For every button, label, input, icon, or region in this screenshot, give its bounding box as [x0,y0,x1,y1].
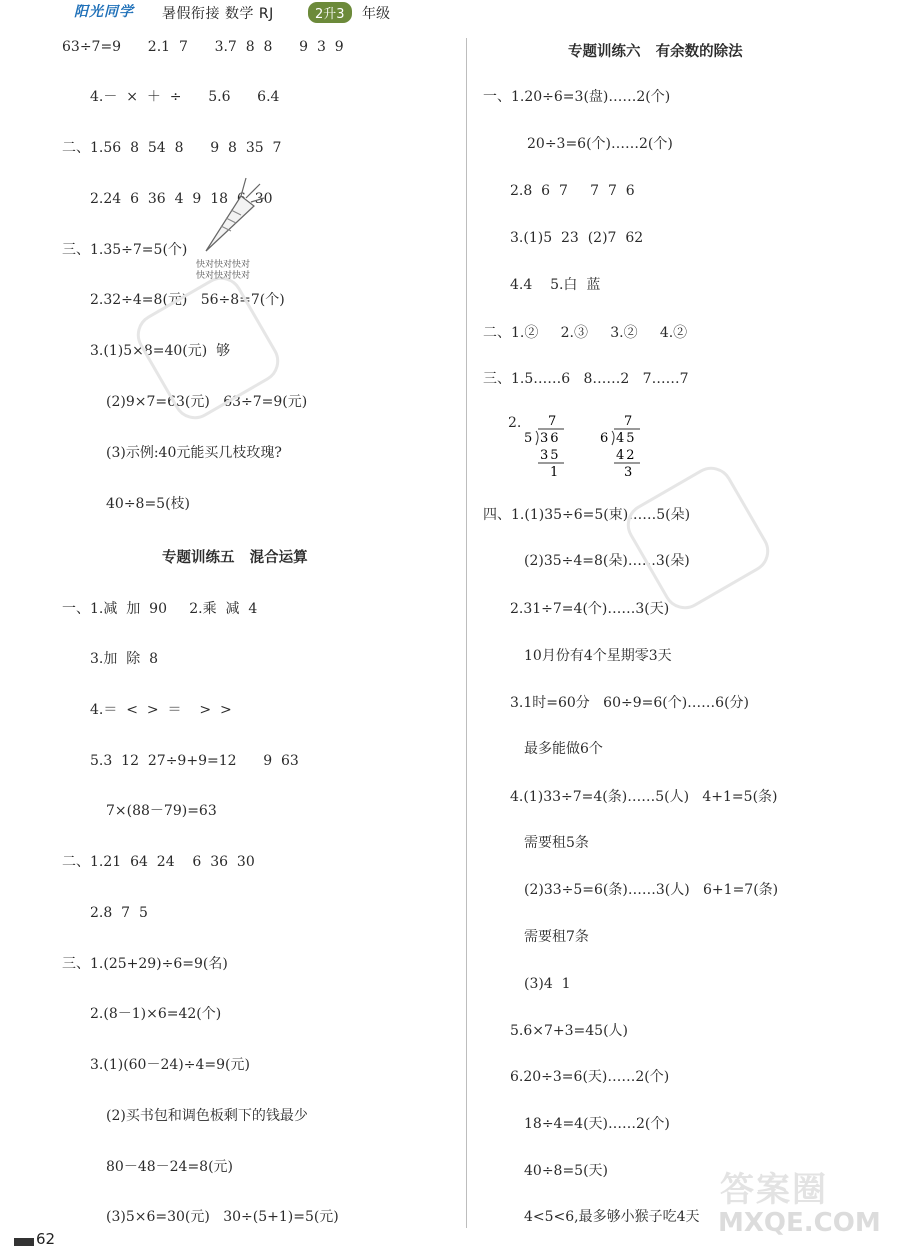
answer-line: 10月份有4个星期零3天 [524,648,672,664]
watermark-site: MXQE.COM [718,1208,881,1238]
book-title: 暑假衔接 数学 RJ [162,6,274,22]
watermark-brand: 答案圈 [720,1170,828,1210]
answer-line: 63÷7=9 2.1 7 3.7 8 8 9 3 9 [62,39,344,55]
answer-line: 二、1.21 64 24 6 36 30 [62,854,255,870]
section-title-5: 专题训练五 混合运算 [162,550,308,566]
answer-line: 三、1.35÷7=5(个) [62,242,188,258]
answer-line: 最多能做6个 [524,741,603,757]
grade-badge: 2升3 [308,2,352,23]
answer-line: 一、1.减 加 90 2.乘 减 4 [62,601,258,617]
answer-line: 需要租5条 [524,835,589,851]
answer-line: 需要租7条 [524,929,589,945]
answer-line: 2.8 7 5 [90,905,148,921]
division-divisor: 5 [524,431,533,446]
grade-suffix: 年级 [362,6,390,22]
answer-line: (3)4 1 [524,976,571,992]
answer-line: (3)5×6=30(元) 30÷(5+1)=5(元) [106,1209,339,1225]
answer-line: 40÷8=5(枝) [106,496,191,512]
answer-line: 3.(1)5×8=40(元) 够 [90,343,231,359]
answer-line: (2)买书包和调色板剩下的钱最少 [106,1108,308,1124]
division-dividend: 45 [616,431,637,446]
answer-line: 2.24 6 36 4 9 18 6 30 [90,191,273,207]
answer-line: 18÷4=4(天)……2(个) [524,1116,670,1132]
answer-line: 4.(1)33÷7=4(条)……5(人) 4+1=5(条) [510,789,778,805]
answer-line: 4.－ × ＋ ÷ 5.6 6.4 [90,89,280,105]
answer-line: 三、1.(25+29)÷6=9(名) [62,956,228,972]
column-divider [466,38,467,1228]
answer-line: 2.31÷7=4(个)……3(天) [510,601,670,617]
publisher-logo: 阳光同学 [74,4,134,20]
page-header [0,0,900,26]
answer-line: 7×(88－79)=63 [106,803,217,819]
division-remainder: 3 [624,465,633,480]
answer-line: 80－48－24=8(元) [106,1159,234,1175]
answer-line: 40÷8=5(天) [524,1163,609,1179]
answer-line: 二、1.② 2.③ 3.② 4.② [483,325,688,341]
division-quotient: 7 [548,414,557,429]
answer-line: 2.32÷4=8(元) 56÷8=7(个) [90,292,285,308]
answer-line: 2.(8－1)×6=42(个) [90,1006,222,1022]
answer-line: 5.6×7+3=45(人) [510,1023,629,1039]
answer-line: 四、1.(1)35÷6=5(束)……5(朵) [483,507,691,523]
answer-line: 一、1.20÷6=3(盘)……2(个) [483,89,671,105]
answer-line: 2.8 6 7 7 7 6 [510,183,635,199]
answer-line: 5.3 12 27÷9+9=12 9 63 [90,753,299,769]
answer-line: 20÷3=6(个)……2(个) [527,136,673,152]
division-dividend: 36 [540,431,561,446]
long-division-b [596,412,656,482]
answer-line: (2)33÷5=6(条)……3(人) 6+1=7(条) [524,882,779,898]
answer-line: 3.加 除 8 [90,651,159,667]
division-product: 42 [616,448,637,463]
carrot-mascot-icon [196,176,266,256]
page-number: 62 [36,1230,56,1248]
answer-line: 3.1时=60分 60÷9=6(个)……6(分) [510,695,750,711]
answer-line: (3)示例:40元能买几枝玫瑰? [106,445,282,461]
division-quotient: 7 [624,414,633,429]
answer-line: 4.4 5.白 蓝 [510,277,601,293]
answer-line: 4<5<6,最多够小猴子吃4天 [524,1209,700,1225]
answer-line: 4.＝ < > ＝ > > [90,702,232,718]
answer-line: 2. [508,415,522,431]
answer-line: (2)35÷4=8(朵)……3(朵) [524,553,690,569]
division-remainder: 1 [550,465,559,480]
answer-line: 3.(1)(60－24)÷4=9(元) [90,1057,250,1073]
division-divisor: 6 [600,431,609,446]
page-bar [14,1238,34,1246]
answer-line: 二、1.56 8 54 8 9 8 35 7 [62,140,282,156]
section-title-6: 专题训练六 有余数的除法 [568,44,743,60]
watermark-stamp [619,459,777,617]
watermark-text: 快对快对快对 快对快对快对 [196,260,251,281]
long-division-a [520,412,580,482]
answer-line: (2)9×7=63(元) 63÷7=9(元) [106,394,308,410]
answer-line: 三、1.5……6 8……2 7……7 [483,371,689,387]
answer-line: 3.(1)5 23 (2)7 62 [510,230,644,246]
division-product: 35 [540,448,561,463]
answer-line: 6.20÷3=6(天)……2(个) [510,1069,670,1085]
